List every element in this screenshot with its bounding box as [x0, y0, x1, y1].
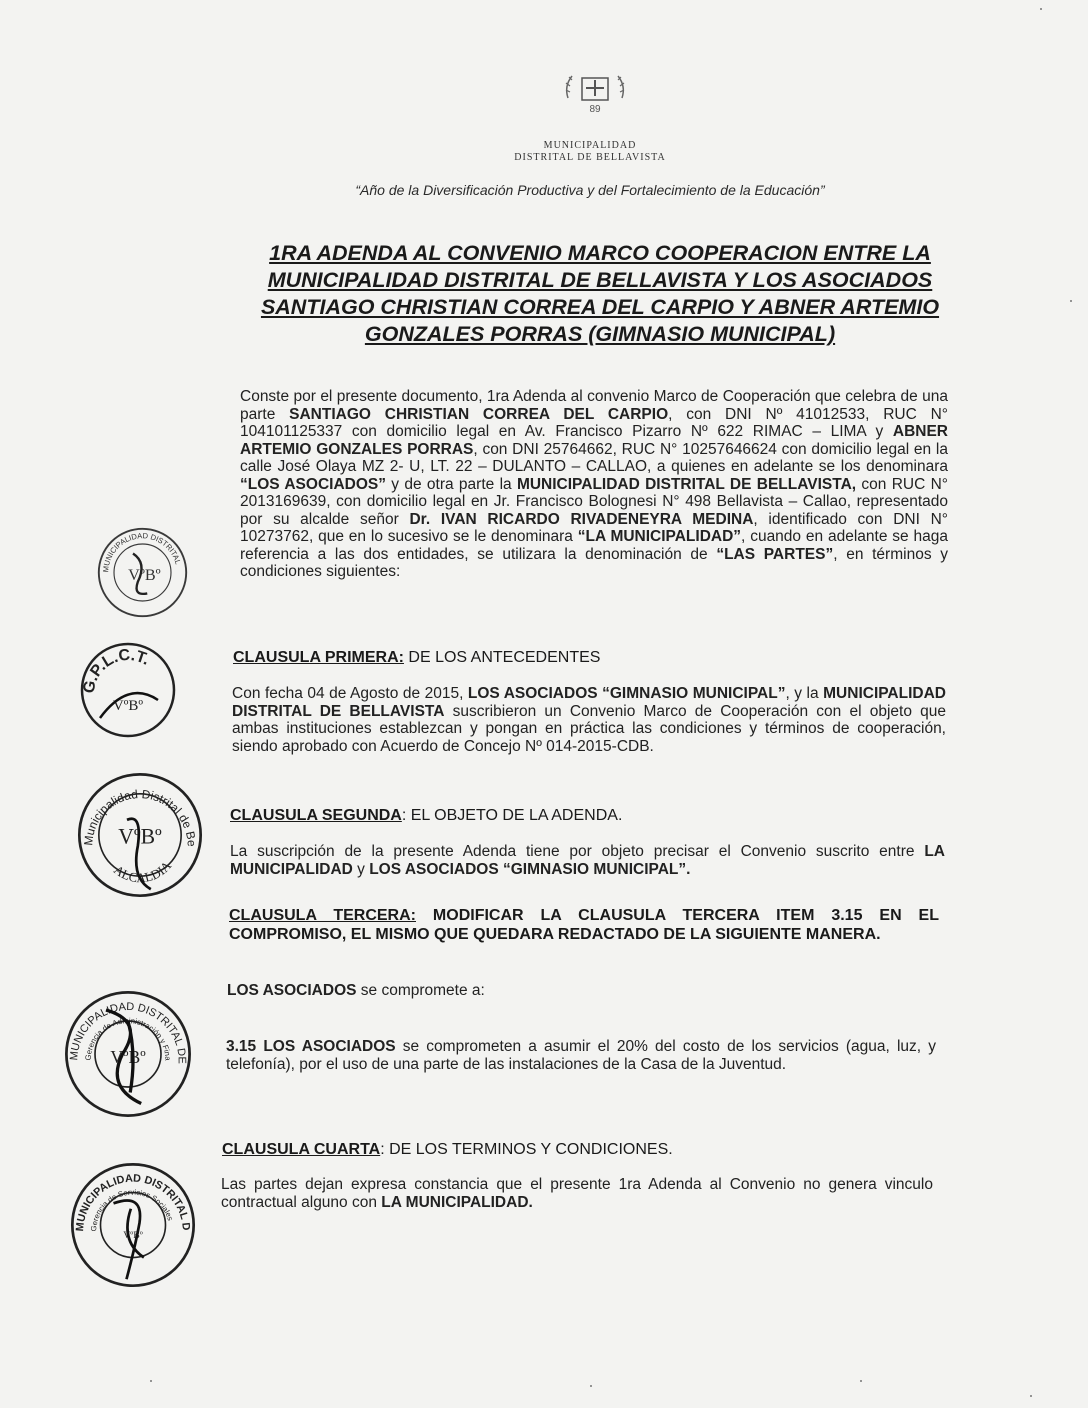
clause-2-heading	[230, 806, 622, 825]
stamp-2-ring-text: G.P.L.C.T.	[80, 646, 153, 695]
intro-text: , cuando en adelante se haga referencia a las dos entidades, se utilizara la denominación de	[240, 528, 948, 563]
intro-text: y de otra parte la	[385, 475, 517, 493]
clause-3-heading	[229, 906, 939, 944]
clause-2-text: La suscripción de la presente Adenda tiene por objeto precisar el Convenio suscrito entre	[230, 843, 925, 860]
stamp-3-vobo: VºBº	[118, 824, 162, 849]
clause-3-item-label: 3.15 LOS ASOCIADOS	[226, 1038, 396, 1055]
clause-1-paragraph	[232, 685, 946, 755]
clause-3-title: MODIFICAR LA CLAUSULA TERCERA ITEM 3.15 EN EL COMPROMISO, EL MISMO QUE QUEDARA REDACTADO DE LA SIGUIENTE MANERA.	[229, 907, 939, 943]
org-line-1: MUNICIPALIDAD	[543, 140, 637, 151]
intro-party-1: SANTIAGO CHRISTIAN CORREA DEL CARPIO	[289, 405, 669, 423]
clause-4-label: CLAUSULA CUARTA	[222, 1141, 381, 1158]
stamp-5-vobo: VºBº	[123, 1230, 143, 1241]
intro-mayor: Dr. IVAN RICARDO RIVADENEYRA MEDINA	[409, 510, 754, 528]
intro-las-partes: “LAS PARTES”	[716, 545, 834, 563]
clause-3-asociados: LOS ASOCIADOS	[227, 982, 357, 999]
intro-la-municipalidad: “LA MUNICIPALIDAD”	[577, 528, 742, 545]
clause-4-heading	[222, 1140, 673, 1159]
clause-1-title: DE LOS ANTECEDENTES	[403, 649, 601, 666]
clause-4-text: Las partes dejan expresa constancia que el presente 1ra Adenda al Convenio no genera vinculo contractual alguno con	[221, 1176, 933, 1211]
scan-speck	[860, 1380, 862, 1382]
stamp-4-vobo: VºBº	[110, 1046, 146, 1067]
intro-text: , con DNI Nº 41012533, RUC N° 104101125337 con domicilio legal en Av. Francisco Pizarro Nº 622 RIMAC – LIMA y	[240, 405, 948, 440]
intro-text: , con DNI 25764662, RUC N° 10257646624 con domicilio legal en la calle José Olaya MZ 2- U, LT. 22 – DULANTO – CALLAO, a quienes en adelante se los denominara	[240, 440, 948, 475]
stamp-1-vobo: VºBº	[128, 567, 161, 585]
stamp-1-ring-text: MUNICIPALIDAD DISTRITAL	[101, 531, 183, 573]
clause-3-item-3-15	[226, 1038, 936, 1073]
org-line-2: DISTRITAL DE BELLAVISTA	[514, 152, 666, 163]
clause-4-paragraph	[221, 1176, 933, 1211]
stamp-4-inner-text: Gerencia de Administración y Fina	[83, 1016, 173, 1061]
intro-asociados: “LOS ASOCIADOS”	[240, 475, 386, 493]
clause-2-asociados: LOS ASOCIADOS “GIMNASIO MUNICIPAL”.	[369, 860, 691, 878]
municipal-logo	[560, 68, 630, 118]
clause-2-text: y	[352, 860, 370, 878]
intro-paragraph	[240, 388, 948, 581]
logo-number: 89	[589, 104, 601, 115]
clause-1-heading	[233, 648, 600, 667]
servicios-sociales-stamp	[68, 1160, 198, 1290]
scan-speck	[1070, 300, 1072, 302]
scan-speck	[590, 1385, 592, 1387]
clause-1-text: Con fecha 04 de Agosto de 2015,	[232, 685, 468, 702]
organization-name	[440, 140, 740, 164]
stamp-2-vobo: VºBº	[112, 698, 144, 714]
vobo-stamp-1	[95, 525, 190, 620]
clause-3-label: CLAUSULA TERCERA:	[229, 907, 416, 924]
intro-municipality: MUNICIPALIDAD DISTRITAL DE BELLAVISTA,	[516, 475, 857, 493]
clause-2-paragraph	[230, 843, 945, 878]
scan-speck	[1040, 8, 1042, 10]
clause-2-label: CLAUSULA SEGUNDA	[230, 807, 402, 824]
clause-2-title: : EL OBJETO DE LA ADENDA.	[401, 807, 623, 824]
scan-speck	[150, 1380, 152, 1382]
stamp-3-bottom-text: ALCALDIA	[111, 857, 175, 886]
clause-1-asociados: LOS ASOCIADOS “GIMNASIO MUNICIPAL”	[467, 685, 786, 702]
stamp-5-ring-text: MUNICIPALIDAD DISTRITAL D	[73, 1172, 192, 1232]
intro-text: con RUC N° 2013169639, con domicilio legal en Jr. Francisco Bolognesi N° 498 Bellavista – Callao, representado por su alcalde señor	[240, 475, 948, 528]
clause-1-text: , y la	[785, 685, 824, 702]
alcaldia-stamp	[75, 770, 205, 900]
intro-text: , identificado con DNI N° 10273762, que en lo sucesivo se le denominara	[240, 510, 948, 545]
document-title: 1RA ADENDA AL CONVENIO MARCO COOPERACION ENTRE LA MUNICIPALIDAD DISTRITAL DE BELLAVISTA Y LOS ASOCIADOS SANTIAGO CHRISTIAN CORREA DEL CARPIO Y ABNER ARTEMIO GONZALES PORRAS (GIMNASIO MUNICIPAL)	[260, 241, 940, 346]
intro-text: , en términos y condiciones siguientes:	[240, 545, 948, 580]
administracion-stamp	[62, 988, 194, 1120]
clause-3-item-text: se comprometen a asumir el 20% del costo de los servicios (agua, luz, y telefonía), por el uso de una parte de las instalaciones de la Casa de la Juventud.	[226, 1038, 936, 1073]
gplct-stamp	[78, 640, 178, 740]
clause-2-municipality: LA MUNICIPALIDAD	[230, 843, 945, 878]
stamp-5-inner-text: Gerencia de Servicios Sociales	[89, 1187, 176, 1232]
clause-1-text: suscribieron un Convenio Marco de Cooperación con el objeto que ambas instituciones establezcan y pongan en práctica las condiciones y términos de cooperación, siendo aprobado con Acuerdo de Concejo Nº 014-2015-CDB.	[232, 702, 947, 755]
stamp-3-ring-text: Municipalidad Distrital de Be	[81, 787, 199, 847]
year-motto: “Año de la Diversificación Productiva y del Fortalecimiento de la Educación”	[355, 182, 825, 198]
clause-4-municipality: LA MUNICIPALIDAD.	[381, 1193, 533, 1211]
stamp-4-ring-text: MUNICIPALIDAD DISTRITAL DE	[68, 1000, 188, 1064]
scan-speck	[1030, 1395, 1032, 1397]
clause-1-label: CLAUSULA PRIMERA:	[233, 649, 404, 666]
clause-3-commitment-intro	[227, 982, 927, 1000]
clause-4-title: : DE LOS TERMINOS Y CONDICIONES.	[380, 1141, 673, 1158]
intro-party-2: ABNER ARTEMIO GONZALES PORRAS	[240, 423, 948, 458]
clause-1-municipality: MUNICIPALIDAD DISTRITAL DE BELLAVISTA	[232, 685, 946, 720]
svg-text:G.P.L.C.T.	[81, 647, 153, 695]
intro-text: Conste por el presente documento, 1ra Adenda al convenio Marco de Cooperación que celebra de una parte	[240, 388, 948, 423]
clause-3-text: se compromete a:	[356, 982, 485, 999]
